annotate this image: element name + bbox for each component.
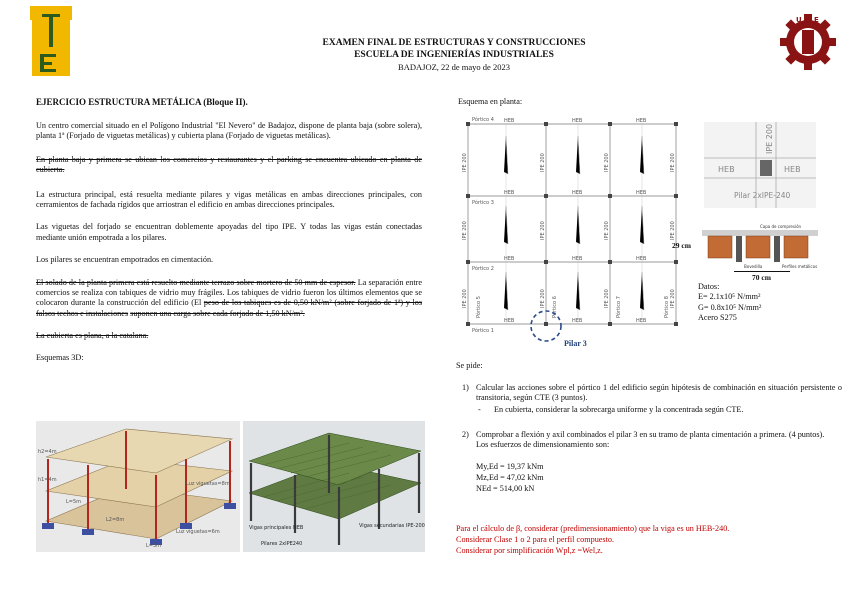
school-name: ESCUELA DE INGENIERÍAS INDUSTRIALES bbox=[354, 50, 554, 60]
plan-heb-8: HEB bbox=[572, 256, 583, 262]
plan-title: Esquema en planta: bbox=[458, 97, 523, 106]
label-luz8: Luz viguetas=8m bbox=[186, 481, 230, 487]
portico-7-label: Pórtico 7 bbox=[616, 296, 622, 318]
plan-ipe-6: IPE 200 bbox=[540, 221, 546, 240]
note-wpl: Considerar por simplificación Wpl,z =Wel,z. bbox=[456, 546, 603, 556]
label-h2: h2=4m bbox=[38, 449, 57, 455]
label-pillars: Pilares 2xIPE240 bbox=[261, 541, 303, 547]
q2-number: 2) bbox=[462, 430, 469, 439]
dim-29cm: 29 cm bbox=[672, 241, 691, 250]
data-e: E= 2.1x10⁵ N/mm² bbox=[698, 292, 761, 302]
exam-title: EXAMEN FINAL DE ESTRUCTURAS Y CONSTRUCCIONES bbox=[322, 38, 586, 48]
dim-line-70 bbox=[734, 271, 790, 272]
plan-heb-3: HEB bbox=[636, 118, 647, 124]
label-luz6: Luz viguetas=6m bbox=[176, 529, 220, 535]
plan-ipe-11: IPE 200 bbox=[604, 289, 610, 308]
ask-title: Se pide: bbox=[456, 361, 483, 370]
q2-text: Comprobar a flexión y axil combinados el pilar 3 en su tramo de planta cimentación a primera. (4 puntos). bbox=[476, 430, 825, 439]
pillar-3-label: Pilar 3 bbox=[564, 339, 587, 348]
plan-heb-12: HEB bbox=[636, 318, 647, 324]
portico-1-label: Pórtico 1 bbox=[472, 328, 494, 334]
axial-n: NEd = 514,00 kN bbox=[476, 483, 535, 493]
label-secondary-beams: Vigas secundarias IPE-200 bbox=[359, 523, 425, 529]
paragraph-7: La cubierta es plana, a la catalana. bbox=[36, 331, 149, 341]
schemes-3d-title: Esquemas 3D: bbox=[36, 352, 84, 362]
exercise-title: EJERCICIO ESTRUCTURA METÁLICA (Bloque II). bbox=[36, 97, 248, 107]
plan-heb-2: HEB bbox=[572, 118, 583, 124]
plan-ipe-8: IPE 200 bbox=[670, 221, 676, 240]
label-main-beams: Vigas principales HEB bbox=[249, 525, 304, 531]
portico-2-label: Pórtico 2 bbox=[472, 266, 494, 272]
moment-my: My,Ed = 19,37 kNm bbox=[476, 461, 544, 471]
plan-heb-9: HEB bbox=[636, 256, 647, 262]
paragraph-6 bbox=[36, 278, 422, 320]
paragraph-6-struck-d: suponen una carga sobre cada forjado de 1,50 kN/m². bbox=[130, 308, 305, 318]
portico-4-label: Pórtico 4 bbox=[472, 117, 494, 123]
detail-ipe: IPE 200 bbox=[765, 123, 774, 154]
paragraph-6-struck-c: peso de los tabiques es de 0,50 kN/m² (sobre forjado de 1ª) y los falsos techos e instalaciones bbox=[36, 298, 423, 318]
question-2 bbox=[458, 430, 842, 494]
paragraph-1: Un centro comercial situado en el Polígono Industrial "El Nevero" de Badajoz, dispone de planta baja (sobre solera), planta 1ª (Forjado de viguetas metálicas) y cubierta plana (Forjado de viguetas metálicas). bbox=[36, 121, 422, 141]
data-g: G= 0.8x10⁵ N/mm² bbox=[698, 302, 762, 312]
note-beta: Para el cálculo de β, considerar (predimensionamiento) que la viga es un HEB-240. bbox=[456, 524, 730, 533]
paragraph-2: En planta baja y primera se ubican los comercios y restaurantes y el parking se encuentra ubicado en planta de cubierta. bbox=[36, 154, 422, 175]
plan-ipe-1: IPE 200 bbox=[462, 153, 468, 172]
portico-6-label: Pórtico 6 bbox=[552, 296, 558, 318]
detail-heb-left: HEB bbox=[718, 165, 735, 174]
data-steel: Acero S275 bbox=[698, 313, 737, 323]
floor-section bbox=[700, 222, 820, 270]
red-notes bbox=[456, 523, 729, 557]
logo-letter-u: U bbox=[796, 16, 802, 24]
plan-ipe-10: IPE 200 bbox=[540, 289, 546, 308]
plan-ipe-12: IPE 200 bbox=[670, 289, 676, 308]
plan-heb-7: HEB bbox=[504, 256, 515, 262]
label-h1: h1=4m bbox=[38, 477, 57, 483]
detail-pillar: Pilar 2xIPE-240 bbox=[734, 191, 791, 200]
q2-sub: Los esfuerzos de dimensionamiento son: bbox=[476, 440, 610, 450]
portico-3-label: Pórtico 3 bbox=[472, 200, 494, 206]
label-l3: L=3m bbox=[146, 543, 162, 549]
plan-ipe-9: IPE 200 bbox=[462, 289, 468, 308]
plan-heb-4: HEB bbox=[504, 190, 515, 196]
plan-heb-6: HEB bbox=[636, 190, 647, 196]
data-block bbox=[698, 282, 761, 324]
moment-mz: Mz,Ed = 47,02 kNm bbox=[476, 472, 544, 482]
paragraph-3: La estructura principal, está resuelta mediante pilares y vigas metálicas en ambas direcciones principales, con cerramientos de fachada rígidos que arriostran el edificio en ambas direcciones principales. bbox=[36, 189, 422, 210]
portico-5-label: Pórtico 5 bbox=[476, 296, 482, 318]
3d-structure-image-1 bbox=[36, 421, 240, 552]
question-1: 1) Calcular las acciones sobre el pórtico 1 del edificio según hipótesis de combinación en situación persistente o transitoria, según CTE (3 puntos). - En cubierta, considerar la sobrecarga uniforme y la concentrada según CTE. bbox=[462, 383, 842, 414]
paragraph-6-b: La separación entre comercios se realiza con tabiques de vidrio muy frágiles. Los tabiques de vidrio fueron los últimos elementos que se colocaron durante la construcción del edificio (El bbox=[36, 277, 422, 308]
pillar-detail bbox=[704, 122, 816, 208]
plan-heb-5: HEB bbox=[572, 190, 583, 196]
plan-heb-10: HEB bbox=[504, 318, 515, 324]
plan-heb-11: HEB bbox=[572, 318, 583, 324]
exam-date: BADAJOZ, 22 de mayo de 2023 bbox=[398, 62, 510, 72]
dim-70cm: 70 cm bbox=[752, 273, 771, 282]
plan-ipe-2: IPE 200 bbox=[540, 153, 546, 172]
section-bovedilla: Bovedilla bbox=[744, 264, 763, 269]
portico-8-label: Pórtico 8 bbox=[664, 296, 670, 318]
section-perfiles: Perfiles metálicos bbox=[782, 264, 818, 269]
floor-plan bbox=[460, 112, 696, 350]
q1-text: Calcular las acciones sobre el pórtico 1 del edificio según hipótesis de combinación en situación persistente o transitoria, según CTE (3 puntos). bbox=[476, 383, 842, 403]
label-l5: L=5m bbox=[66, 499, 82, 505]
paragraph-4: Las viguetas del forjado se encuentran doblemente apoyadas del tipo IPE. Y todas las vigas están conectadas mediante unión empotrada a los pilares. bbox=[36, 222, 422, 242]
section-capa: Capa de compresión bbox=[760, 224, 802, 229]
q1-number: 1) bbox=[462, 383, 469, 392]
plan-ipe-3: IPE 200 bbox=[604, 153, 610, 172]
q1-sub: En cubierta, considerar la sobrecarga uniforme y la concentrada según CTE. bbox=[494, 404, 744, 414]
paragraph-5: Los pilares se encuentran empotrados en cimentación. bbox=[36, 255, 214, 265]
label-l8: L2=8m bbox=[106, 517, 125, 523]
note-class: Considerar Clase 1 o 2 para el perfil compuesto. bbox=[456, 535, 615, 545]
left-column bbox=[36, 97, 422, 363]
plan-ipe-4: IPE 200 bbox=[670, 153, 676, 172]
detail-heb-right: HEB bbox=[784, 165, 801, 174]
data-title: Datos: bbox=[698, 282, 720, 291]
plan-heb-1: HEB bbox=[504, 118, 515, 124]
paragraph-6-struck-a: El solado de la planta primera está resuelto mediante terrazo sobre mortero de 50 mm de espesor. bbox=[36, 277, 356, 287]
plan-ipe-7: IPE 200 bbox=[604, 221, 610, 240]
logo-letter-e: E bbox=[814, 16, 819, 24]
plan-ipe-5: IPE 200 bbox=[462, 221, 468, 240]
3d-structure-image-2 bbox=[243, 421, 425, 552]
